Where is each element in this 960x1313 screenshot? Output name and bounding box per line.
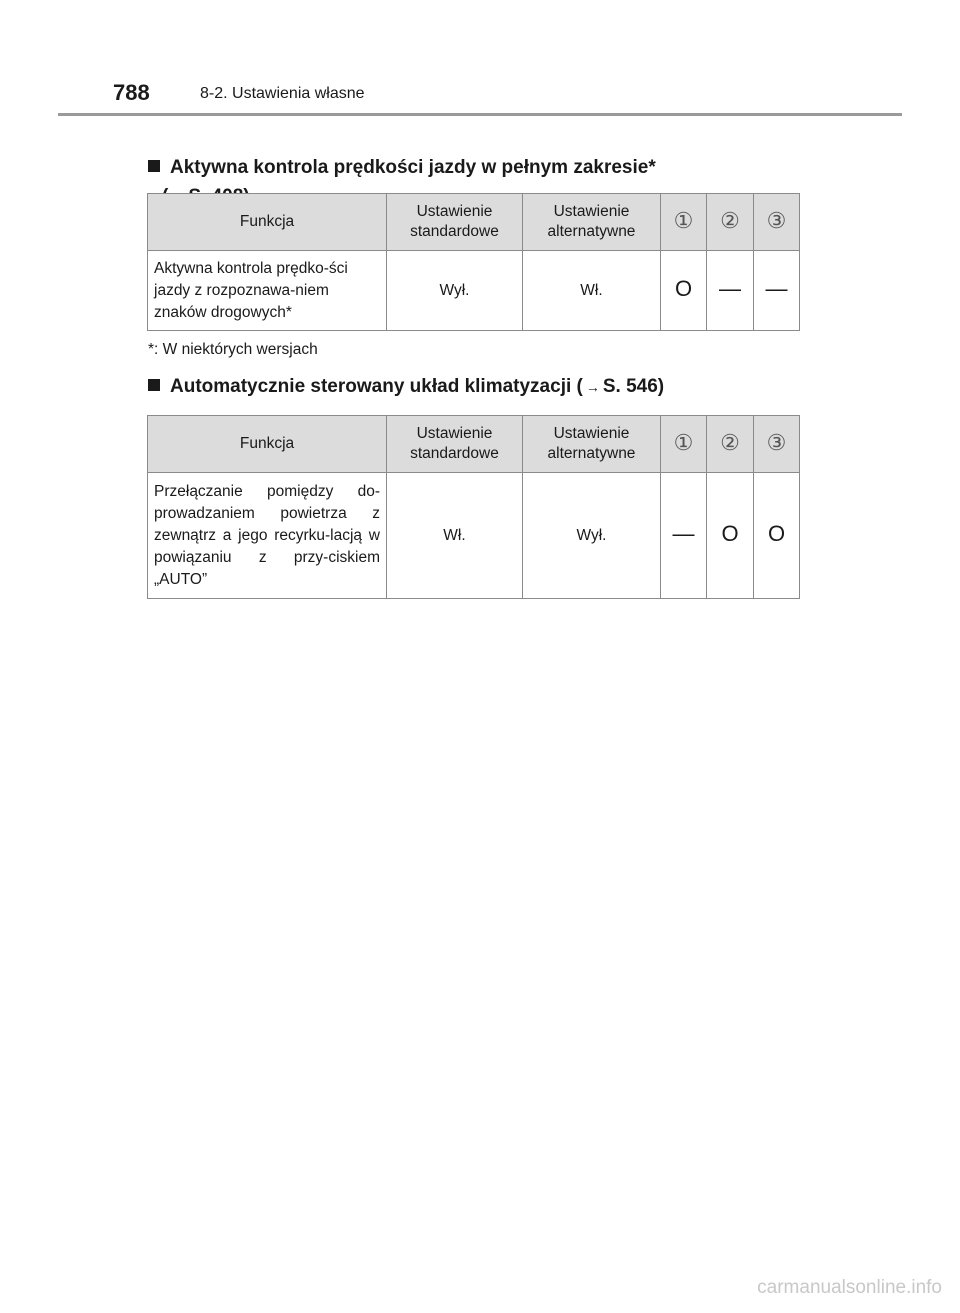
table-header-row [148, 416, 800, 473]
table-header-row [148, 194, 800, 251]
page-number: 788 [113, 80, 150, 105]
header-rule [58, 113, 902, 116]
circled-3-icon: ③ [766, 429, 787, 455]
section2-settings-table [147, 415, 800, 599]
header-col2 [707, 416, 754, 473]
section1-settings-table [147, 193, 800, 331]
row-function: Przełączanie pomiędzy do-prowadzaniem powietrza z zewnątrz a jego recyrku-lacją w powiązaniu z przy-ciskiem „AUTO” [148, 473, 387, 599]
header-alternative: Ustawienie alternatywne [523, 194, 661, 251]
row-alternative: Wł. [523, 251, 661, 331]
table-row [148, 251, 800, 331]
footnote: *: W niektórych wersjach [148, 341, 318, 358]
square-bullet-icon [148, 160, 160, 172]
section2-title: Automatycznie sterowany układ klimatyzacji ( [170, 376, 583, 397]
section2-reference-link[interactable]: S. 546) [602, 376, 665, 397]
circled-1-icon: ① [673, 207, 694, 233]
circled-2-icon: ② [720, 207, 740, 233]
row-default: Wł. [387, 473, 523, 599]
row-mark: — [719, 276, 741, 301]
row-col3 [754, 473, 800, 599]
row-mark: O [721, 521, 739, 546]
row-col3 [754, 251, 800, 331]
header-default: Ustawienie standardowe [387, 416, 523, 473]
circled-3-icon: ③ [766, 207, 787, 233]
square-bullet-icon [148, 379, 160, 391]
arrow-right-icon: → [585, 379, 600, 395]
header-function: Funkcja [148, 416, 387, 473]
table-row [148, 473, 800, 599]
row-col2 [707, 473, 754, 599]
header-col1 [661, 194, 707, 251]
section1-title: Aktywna kontrola prędkości jazdy w pełnym zakresie* [170, 157, 656, 178]
section2-heading [148, 372, 788, 402]
row-mark: — [672, 521, 695, 546]
row-col1 [661, 473, 707, 599]
header-col2 [707, 194, 754, 251]
row-function: Aktywna kontrola prędko-ści jazdy z rozpoznawa-niem znaków drogowych* [148, 251, 387, 331]
header-col3 [754, 416, 800, 473]
row-mark: O [767, 521, 786, 546]
header-function: Funkcja [148, 194, 387, 251]
header-col3 [754, 194, 800, 251]
circled-1-icon: ① [673, 429, 694, 455]
row-alternative: Wył. [523, 473, 661, 599]
header-col1 [661, 416, 707, 473]
circled-2-icon: ② [720, 429, 740, 455]
row-mark: O [674, 276, 693, 301]
row-mark: — [765, 276, 788, 301]
header-default: Ustawienie standardowe [387, 194, 523, 251]
watermark: carmanualsonline.info [757, 1277, 942, 1298]
section-label: 8-2. Ustawienia własne [200, 85, 365, 102]
row-col2 [707, 251, 754, 331]
row-col1 [661, 251, 707, 331]
header-alternative: Ustawienie alternatywne [523, 416, 661, 473]
row-default: Wył. [387, 251, 523, 331]
